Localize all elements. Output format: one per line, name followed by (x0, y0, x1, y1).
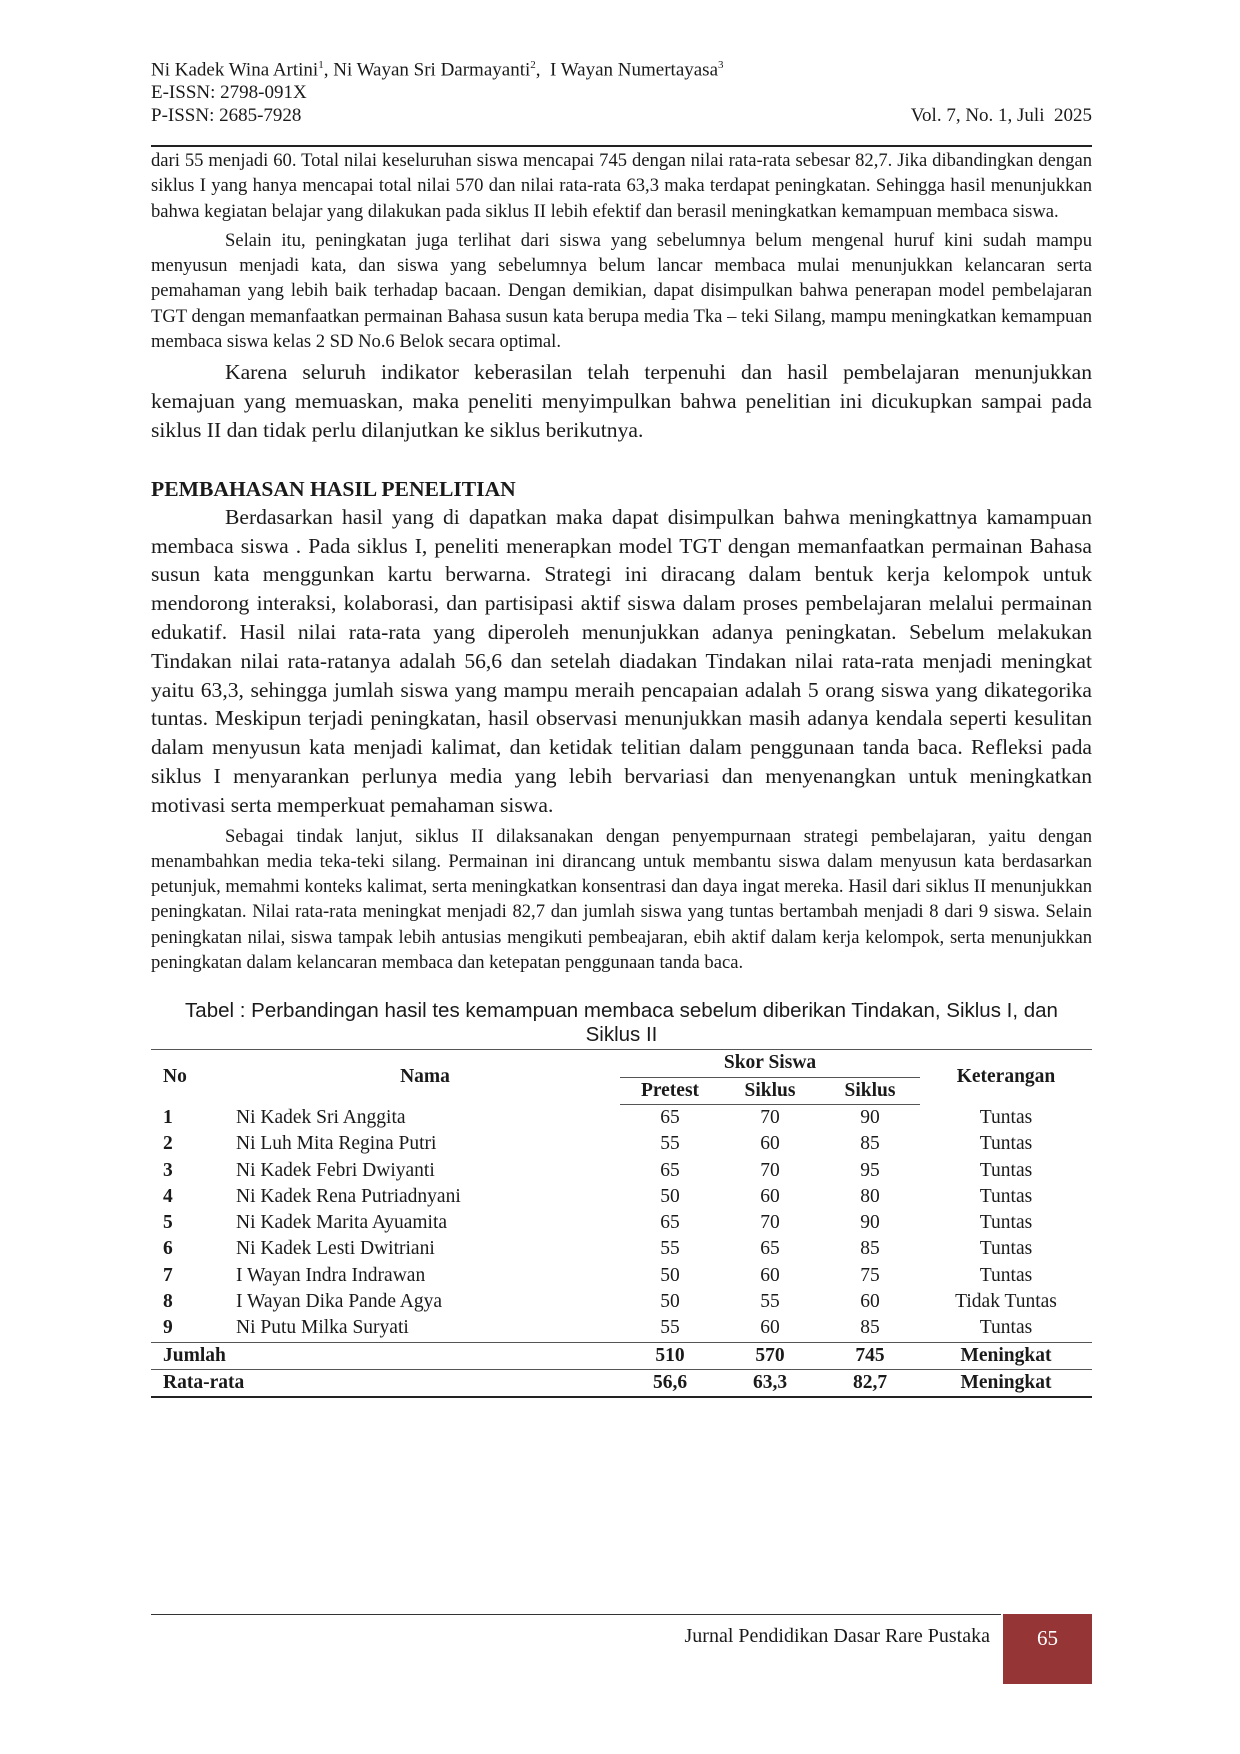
table-row (151, 1263, 1092, 1289)
paragraph: Sebagai tindak lanjut, siklus II dilaksanakan dengan penyempurnaan strategi pembelajaran, yaitu dengan menambahkan media teka-teki silang. Permainan ini dirancang untuk membantu siswa dalam menyusun kata berdasarkan petunjuk, memahmi konteks kalimat, serta meningkatkan konsentrasi dan daya ingat mereka. Hasil dari siklus II menunjukkan peningkatan. Nilai rata-rata meningkat menjadi 82,7 dan jumlah siswa yang tuntas bertambah menjadi 8 dari 9 siswa. Selain peningkatan nilai, siswa tampak lebih antusias mengikuti pembeajaran, ebih aktif dalam kerja kelompok, serta menunjukkan peningkatan dalam kelancaran membaca dan ketepatan penggunaan tanda baca. (151, 825, 1092, 974)
cell-pretest: 65 (660, 1159, 680, 1181)
total-pretest: 510 (620, 1342, 720, 1369)
table-row (151, 1210, 1092, 1236)
cell-nama: Ni Kadek Sri Anggita (236, 1106, 406, 1128)
total-row (151, 1342, 1092, 1369)
cell-siklus-1: 55 (760, 1290, 780, 1312)
total-label: Jumlah (151, 1342, 620, 1369)
cell-siklus-2: 85 (860, 1133, 880, 1155)
cell-nama: Ni Kadek Febri Dwiyanti (236, 1159, 435, 1181)
eissn: E-ISSN: 2798-091X (151, 82, 307, 104)
table-caption: Tabel : Perbandingan hasil tes kemampuan membaca sebelum diberikan Tindakan, Siklus I, dan Siklus II (185, 999, 1058, 1047)
paragraph: Berdasarkan hasil yang di dapatkan maka dapat disimpulkan bahwa meningkattnya kamampuan membaca siswa . Pada siklus I, peneliti menerapkan model TGT dengan memanfaatkan permainan Bahasa susun kata menggunkan kartu berwarna. Strategi ini diracang dalam bentuk kerja kelompok untuk mendorong interaksi, kolaborasi, dan partisipasi aktif siswa dalam proses pembelajaran melalui permainan edukatif. Hasil nilai rata-rata yang diperoleh menunjukkan adanya peningkatan. Sebelum melakukan Tindakan nilai rata-ratanya adalah 56,6 dan setelah diadakan Tindakan nilai rata-rata menjadi meningkat yaitu 63,3, sehingga jumlah siswa yang mampu meraih pencapaian adalah 5 orang siswa yang dikategorika tuntas. Meskipun terjadi peningkatan, hasil observasi menunjukkan masih adanya kendala seperti kesulitan dalam menyusun kata menjadi kalimat, dan ketidak telitian dalam penggunaan tanda baca. Refleksi pada siklus I menyarankan perlunya media yang lebih bervariasi dan menyenangkan untuk meningkatkan motivasi serta memperkuat pemahaman siswa. (151, 504, 1092, 817)
cell-pretest: 55 (660, 1238, 680, 1260)
running-header (151, 54, 1092, 127)
cell-keterangan: Tuntas (979, 1238, 1033, 1260)
paragraph: dari 55 menjadi 60. Total nilai keseluruhan siswa mencapai 745 dengan nilai rata-rata sebesar 82,7. Jika dibandingkan dengan siklus I yang hanya mencapai total nilai 570 dan nilai rata-rata 63,3 maka terdapat peningkatan. Sehingga hasil menunjukkan bahwa kegiatan belajar yang dilakukan pada siklus II lebih efektif dan berasil meningkatkan kemampuan membaca siswa. (151, 150, 1092, 222)
header-keterangan: Keterangan (920, 1050, 1092, 1105)
cell-siklus-1: 70 (760, 1106, 780, 1128)
cell-siklus-1: 60 (760, 1185, 780, 1207)
header-nama: Nama (230, 1050, 620, 1105)
cell-siklus-1: 70 (760, 1212, 780, 1234)
cell-keterangan: Tuntas (979, 1106, 1033, 1128)
header-skor: Skor Siswa (620, 1050, 920, 1077)
cell-keterangan: Tuntas (979, 1133, 1033, 1155)
results-table (151, 1049, 1092, 1398)
paragraph: Selain itu, peningkatan juga terlihat dari siswa yang sebelumnya belum mengenal huruf kini sudah mampu menyusun menjadi kata, dan siswa yang sebelumnya belum lancar membaca mulai menunjukkan kelancaran serta pemahaman yang lebih baik terhadap bacaan. Dengan demikian, dapat disimpulkan bahwa penerapan model pembelajaran TGT dengan memanfaatkan permainan Bahasa susun kata berupa media Tka – teki Silang, mampu meningkatkan kemampuan membaca siswa kelas 2 SD No.6 Belok secara optimal. (151, 229, 1092, 353)
cell-pretest: 55 (660, 1133, 680, 1155)
header-pretest: Pretest (620, 1077, 720, 1104)
cell-no: 6 (163, 1238, 173, 1260)
cell-keterangan: Tuntas (979, 1264, 1033, 1286)
cell-no: 5 (163, 1212, 173, 1234)
table-row (151, 1236, 1092, 1262)
author-name: Ni Kadek Wina Artini (151, 59, 319, 81)
cell-nama: Ni Kadek Marita Ayuamita (236, 1212, 448, 1234)
cell-siklus-2: 85 (860, 1317, 880, 1339)
cell-no: 2 (163, 1133, 173, 1155)
table-row (151, 1315, 1092, 1342)
affiliation-mark: 2 (530, 59, 536, 71)
cell-nama: Ni Kadek Lesti Dwitriani (236, 1238, 435, 1260)
cell-no: 3 (163, 1159, 173, 1181)
author-name: Ni Wayan Sri Darmayanti (333, 59, 531, 81)
cell-pretest: 50 (660, 1290, 680, 1312)
cell-siklus-1: 60 (760, 1264, 780, 1286)
average-keterangan: Meningkat (920, 1369, 1092, 1397)
affiliation-mark: 1 (318, 59, 324, 71)
table-row (151, 1184, 1092, 1210)
cell-pretest: 55 (660, 1317, 680, 1339)
author-line: Ni Kadek Wina Artini$^1$, Ni Wayan Sri Darmayanti$^2$, I Wayan Numertayasa$^3$ (151, 59, 724, 81)
cell-siklus-1: 70 (760, 1159, 780, 1181)
table-row (151, 1289, 1092, 1315)
header-no: No (151, 1050, 230, 1105)
cell-siklus-2: 80 (860, 1185, 880, 1207)
cell-siklus-1: 60 (760, 1317, 780, 1339)
pissn: P-ISSN: 2685-7928 (151, 105, 302, 127)
page-number: 65 (1003, 1614, 1092, 1684)
total-siklus-1: 570 (720, 1342, 820, 1369)
cell-pretest: 50 (660, 1264, 680, 1286)
cell-no: 9 (163, 1317, 173, 1339)
paragraph: Karena seluruh indikator keberasilan telah terpenuhi dan hasil pembelajaran menunjukkan kemajuan yang memuaskan, maka peneliti menyimpulkan bahwa penelitian ini dicukupkan sampai pada siklus II dan tidak perlu dilanjutkan ke siklus berikutnya. (151, 360, 1092, 442)
average-row (151, 1369, 1092, 1397)
cell-no: 7 (163, 1264, 173, 1286)
author-name: I Wayan Numertayasa (550, 59, 719, 81)
average-label: Rata-rata (151, 1369, 620, 1397)
cell-pretest: 65 (660, 1106, 680, 1128)
cell-siklus-2: 90 (860, 1212, 880, 1234)
cell-siklus-2: 60 (860, 1290, 880, 1312)
cell-nama: Ni Luh Mita Regina Putri (236, 1133, 437, 1155)
total-keterangan: Meningkat (920, 1342, 1092, 1369)
cell-keterangan: Tuntas (979, 1185, 1033, 1207)
cell-nama: Ni Kadek Rena Putriadnyani (236, 1185, 461, 1207)
cell-siklus-2: 85 (860, 1238, 880, 1260)
table-row (151, 1104, 1092, 1131)
table-row (151, 1158, 1092, 1184)
cell-keterangan: Tuntas (979, 1212, 1033, 1234)
cell-keterangan: Tidak Tuntas (955, 1290, 1057, 1312)
cell-pretest: 50 (660, 1185, 680, 1207)
article-body (151, 148, 1092, 1398)
cell-nama: Ni Putu Milka Suryati (236, 1317, 409, 1339)
average-siklus-1: 63,3 (720, 1369, 820, 1397)
average-siklus-2: 82,7 (820, 1369, 920, 1397)
cell-siklus-2: 95 (860, 1159, 880, 1181)
cell-nama: I Wayan Indra Indrawan (236, 1264, 426, 1286)
cell-siklus-2: 90 (860, 1106, 880, 1128)
table-row (151, 1131, 1092, 1157)
journal-name: Jurnal Pendidikan Dasar Rare Pustaka (684, 1625, 990, 1647)
average-pretest: 56,6 (620, 1369, 720, 1397)
cell-pretest: 65 (660, 1212, 680, 1234)
cell-siklus-2: 75 (860, 1264, 880, 1286)
total-siklus-2: 745 (820, 1342, 920, 1369)
cell-no: 4 (163, 1185, 173, 1207)
section-heading: PEMBAHASAN HASIL PENELITIAN (151, 476, 516, 501)
cell-siklus-1: 60 (760, 1133, 780, 1155)
cell-nama: I Wayan Dika Pande Agya (236, 1290, 443, 1312)
header-siklus-1: Siklus (720, 1077, 820, 1104)
affiliation-mark: 3 (718, 59, 724, 71)
cell-siklus-1: 65 (760, 1238, 780, 1260)
volume-info: Vol. 7, No. 1, Juli 2025 (910, 105, 1092, 127)
cell-keterangan: Tuntas (979, 1317, 1033, 1339)
header-rule (151, 145, 1092, 147)
cell-no: 1 (163, 1106, 173, 1128)
cell-keterangan: Tuntas (979, 1159, 1033, 1181)
cell-no: 8 (163, 1290, 173, 1312)
header-siklus-2: Siklus (820, 1077, 920, 1104)
